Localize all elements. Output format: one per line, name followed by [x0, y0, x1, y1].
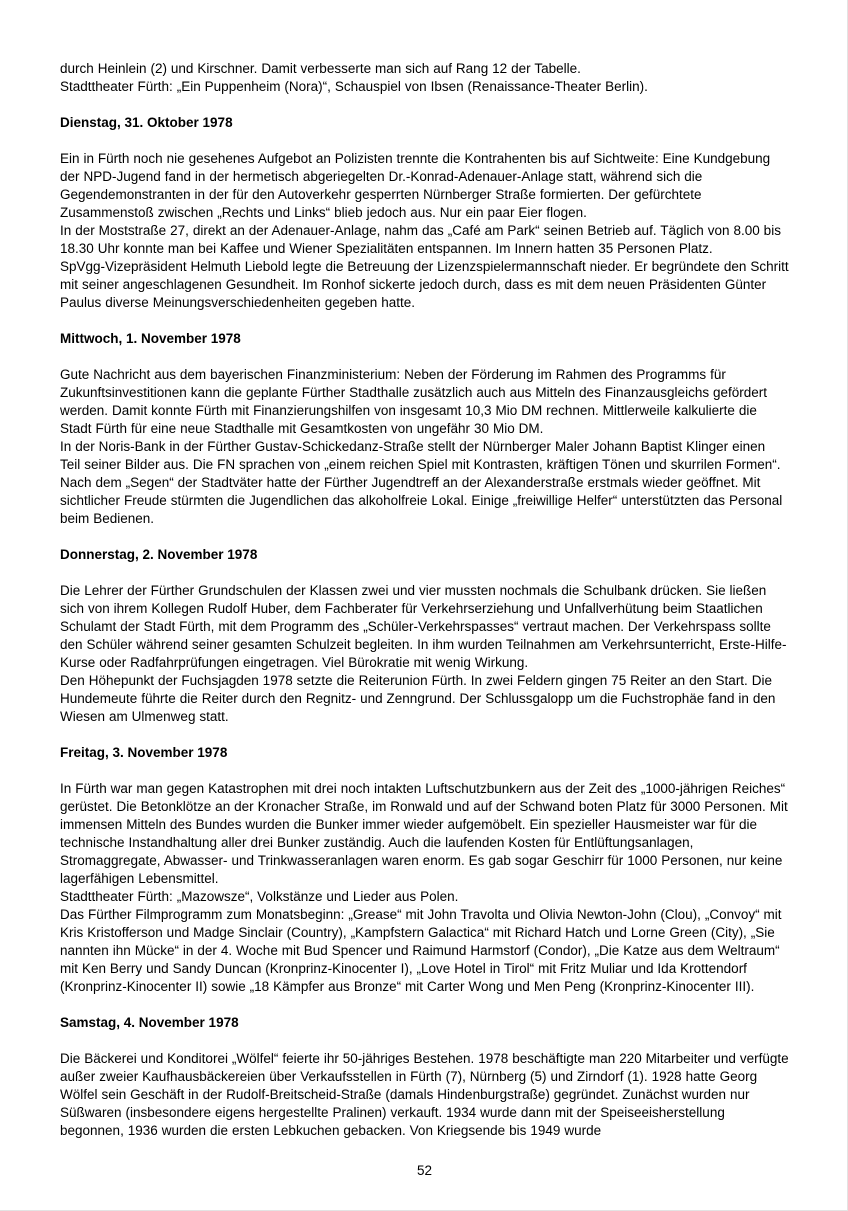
- paragraph: SpVgg-Vizepräsident Helmuth Liebold legte die Betreuung der Lizenzspielermannschaft nieder. Er begründete den Schritt mit seiner angeschlagenen Gesundheit. Im Ronhof sickerte jedoch durch, dass es mit dem neuen Präsidenten Günter Paulus diverse Meinungsverschiedenheiten gegeben hatte.: [60, 259, 789, 310]
- document-body: [60, 60, 789, 1140]
- paragraph: durch Heinlein (2) und Kirschner. Damit verbesserte man sich auf Rang 12 der Tabelle.: [60, 61, 581, 76]
- paragraph: In der Moststraße 27, direkt an der Adenauer-Anlage, nahm das „Café am Park“ seinen Betrieb auf. Täglich von 8.00 bis 18.30 Uhr konnte man bei Kaffee und Wiener Spezialitäten entspannen. Im Innern hatten 35 Personen Platz.: [60, 223, 781, 256]
- paragraph: In der Noris-Bank in der Fürther Gustav-Schickedanz-Straße stellt der Nürnberger Maler Johann Baptist Klinger einen Teil seiner Bilder aus. Die FN sprachen von „einem reichen Spiel mit Kontrasten, kräftigen Tönen und skurrilen Formen“.: [60, 439, 781, 472]
- paragraph: Die Lehrer der Fürther Grundschulen der Klassen zwei und vier mussten nochmals die Schulbank drücken. Sie ließen sich von ihrem Kollegen Rudolf Huber, dem Fachberater für Verkehrserziehung und Unfallverhütung beim Staatlichen Schulamt der Stadt Fürth, mit dem Programm des „Schüler-Verkehrspasses“ vertraut machen. Der Verkehrspass sollte den Schüler während seiner gesamten Schulzeit begleiten. In ihm wurden Teilnahmen am Verkehrsunterricht, Erste-Hilfe-Kurse oder Radfahrprüfungen eingetragen. Viel Bürokratie mit wenig Wirkung.: [60, 583, 787, 670]
- paragraph: Stadttheater Fürth: „Mazowsze“, Volkstänze und Lieder aus Polen.: [60, 889, 459, 904]
- paragraph: Den Höhepunkt der Fuchsjagden 1978 setzte die Reiterunion Fürth. In zwei Feldern gingen 75 Reiter an den Start. Die Hundemeute führte die Reiter durch den Regnitz- und Zenngrund. Der Schlussgalopp um die Fuchstrophäe fand in den Wiesen am Ulmenweg statt.: [60, 673, 776, 724]
- day-heading: Mittwoch, 1. November 1978: [60, 331, 241, 346]
- paragraph: Nach dem „Segen“ der Stadtväter hatte der Fürther Jugendtreff an der Alexanderstraße erstmals wieder geöffnet. Mit sichtlicher Freude stürmten die Jugendlichen das alkoholfreie Lokal. Einige „freiwillige Helfer“ unterstützten das Personal beim Bedienen.: [60, 475, 783, 526]
- paragraph: Das Fürther Filmprogramm zum Monatsbeginn: „Grease“ mit John Travolta und Olivia Newton-John (Clou), „Convoy“ mit Kris Kristofferson und Madge Sinclair (Country), „Kampfstern Galactica“ mit Richard Hatch und Lorne Green (City), „Sie nannten ihn Mücke“ in der 4. Woche mit Bud Spencer und Raimund Harmstorf (Condor), „Die Katze aus dem Weltraum“ mit Ken Berry und Sandy Duncan (Kronprinz-Kinocenter I), „Love Hotel in Tirol“ mit Fritz Muliar und Ida Krottendorf (Kronprinz-Kinocenter II) sowie „18 Kämpfer aus Bronze“ mit Carter Wong und Men Peng (Kronprinz-Kinocenter III).: [60, 907, 782, 994]
- day-heading: Dienstag, 31. Oktober 1978: [60, 115, 233, 130]
- day-heading: Freitag, 3. November 1978: [60, 745, 228, 760]
- paragraph: Die Bäckerei und Konditorei „Wölfel“ feierte ihr 50-jähriges Bestehen. 1978 beschäftigte man 220 Mitarbeiter und verfügte außer zweier Kaufhausbäckereien über Verkaufsstellen in Fürth (7), Nürnberg (5) und Zirndorf (1). 1928 hatte Georg Wölfel sein Geschäft in der Rudolf-Breitscheid-Straße (damals Hindenburgstraße) gegründet. Zunächst wurden nur Süßwaren (insbesondere eigens hergestellte Pralinen) verkauft. 1934 wurde dann mit der Speiseeisherstellung begonnen, 1936 wurden die ersten Lebkuchen gebacken. Von Kriegsende bis 1949 wurde: [60, 1051, 789, 1138]
- paragraph: In Fürth war man gegen Katastrophen mit drei noch intakten Luftschutzbunkern aus der Zeit des „1000-jährigen Reiches“ gerüstet. Die Betonklötze an der Kronacher Straße, im Ronwald und auf der Schwand boten Platz für 3000 Personen. Mit immensen Mitteln des Bundes wurden die Bunker immer wieder aufgemöbelt. Ein spezieller Hausmeister war für die technische Instandhaltung aller drei Bunker zuständig. Auch die laufenden Kosten für Entlüftungsanlagen, Stromaggregate, Abwasser- und Trinkwasseranlagen waren enorm. Es gab sogar Geschirr für 1000 Personen, nur keine lagerfähigen Lebensmittel.: [60, 781, 788, 886]
- day-heading: Donnerstag, 2. November 1978: [60, 547, 258, 562]
- paragraph: Stadttheater Fürth: „Ein Puppenheim (Nora)“, Schauspiel von Ibsen (Renaissance-Theater Berlin).: [60, 79, 648, 94]
- page-number: 52: [416, 1163, 433, 1178]
- day-heading: Samstag, 4. November 1978: [60, 1015, 239, 1030]
- paragraph: Gute Nachricht aus dem bayerischen Finanzministerium: Neben der Förderung im Rahmen des Programms für Zukunftsinvestitionen kann die geplante Fürther Stadthalle zusätzlich auch aus Mitteln des Finanzausgleichs gefördert werden. Damit konnte Fürth mit Finanzierungshilfen von insgesamt 10,3 Mio DM rechnen. Mittlerweile kalkulierte die Stadt Fürth für eine neue Stadthalle mit Gesamtkosten von ungefähr 30 Mio DM.: [60, 367, 768, 436]
- paragraph: Ein in Fürth noch nie gesehenes Aufgebot an Polizisten trennte die Kontrahenten bis auf Sichtweite: Eine Kundgebung der NPD-Jugend fand in der hermetisch abgeriegelten Dr.-Konrad-Adenauer-Anlage statt, während sich die Gegendemonstranten in der für den Autoverkehr gesperrten Nürnberger Straße formierten. Der gefürchtete Zusammenstoß zwischen „Rechts und Links“ blieb jedoch aus. Nur ein paar Eier flogen.: [60, 151, 771, 220]
- page-footer: [60, 1162, 789, 1180]
